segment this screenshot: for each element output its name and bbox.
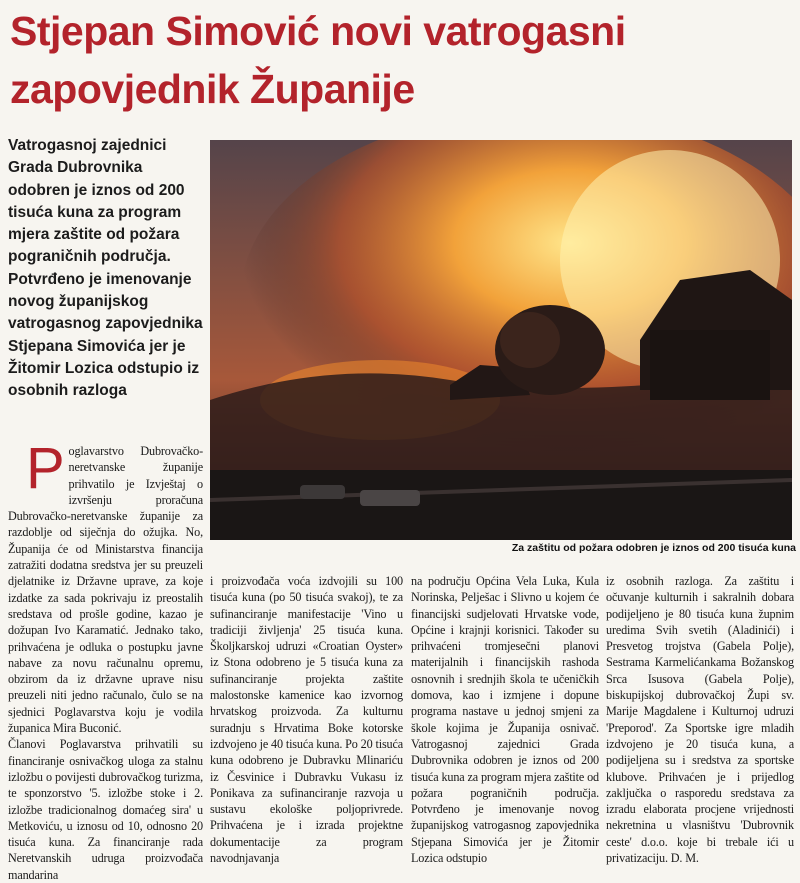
fire-photo-illustration <box>210 140 792 540</box>
article-lead: Vatrogasnoj zajednici Grada Dubrovnika odobren je iznos od 200 tisuća kuna za program mjera zaštite od požara pograničnih područja. Potvrđeno je imenovanje novog županijskog vatrogasnog zapovjednika Stjepana Simovića jer je Žitomir Lozica odstupio iz osobnih razloga <box>8 137 203 400</box>
article-paragraph <box>8 436 203 736</box>
article-paragraph: na području Općina Vela Luka, Kula Norinska, Pelješac i Slivno u kojem će financijski sudjelovati Hrvatske vode, Općine i krajnji korisnici. Također su prihvaćeni tromjesečni planovi materijalnih i financijskih rashoda osnovnih i srednjih škola te učeničkih domova, kao i izmjene i dopune programa nastave u jednoj smjeni za škole kojima je Županija osnivač. Vatrogasnoj zajednici Grada Dubrovnika odobren je iznos od 200 tisuća kuna za program mjera zaštite od požara pograničnih područja. Potvrđeno je imenovanje novog županijskog vatrogasnog zapovjednika Stjepana Simovića jer je Žitomir Lozica odstupio <box>411 574 599 866</box>
article-paragraph: Članovi Poglavarstva prihvatili su financiranje osnivačkog uloga za stalnu izložbu o povijesti dubrovačkog turizma, te sponzorstvo '5. izložbe stoke i 2. izložbe tradicionalnog domaćeg sira' u Metkoviću, u iznosu od 10, odnosno 20 tisuća kuna. Za financiranje rada Neretvanskih udruga proizvođača mandarina <box>8 737 203 882</box>
article-paragraph: iz osobnih razloga. Za zaštitu i očuvanje kulturnih i sakralnih dobara podijeljeno je 80 tisuća kuna župnim uredima Svih svetih (Aladinići) i Presvetog trojstva (Gabela Polje), Sestrama Karmelićankama Božanskog Srca Isusova (Gabela Polje), biskupijskoj dubrovačkoj Župi sv. Marije Magdalene i Kulturnoj udruzi 'Preporod'. Za Sportske igre mladih izdvojeno je 20 tisuća kuna, a podijeljena su i sredstva za sportske klubove. Prihvaćen je i prijedlog zaključka o rasporedu sredstava za izradu elaborata procjene vrijednosti nekretnina u vlasništvu 'Dubrovnik ceste' d.o.o. koje bi trebale ići u privatizaciju. D. M. <box>606 574 794 866</box>
drop-cap: P <box>26 436 65 501</box>
fire-photo <box>210 140 792 540</box>
article-column-2 <box>210 573 403 866</box>
paragraph-text: oglavarstvo Dubrovačko-neretvanske županije prihvatilo je Izvještaj o izvršenju proračuna Dubrovačko-neretvanske županije za razdoblje od siječnja do ožujka. No, Županija će od Ministarstva financija zatražiti dodatna sredstva jer su preuzeli djelatnike iz Državne uprave, za koje izdatke za sada pokrivaju iz preostalih sredstava od prošle godine, kazao je dožupan Ivo Karamatić. Jednako tako, prihvaćena je odluka o postupku javne nabave za novu računalnu opremu, obzirom da iz državne uprave nisu preuzeli niti jedno računalo, čulo se na sjednici Poglavarstva koju je vodila županica Mira Buconić. <box>8 444 203 736</box>
article-column-1 <box>8 436 203 883</box>
headline-line-2: zapovjednik Županije <box>10 66 415 112</box>
photo-caption: Za zaštitu od požara odobren je iznos od 200 tisuća kuna <box>511 542 796 554</box>
article-column-3 <box>411 573 599 866</box>
article-column-4 <box>606 573 794 866</box>
headline-line-1: Stjepan Simović novi vatrogasni <box>10 8 626 54</box>
article-headline <box>10 2 790 118</box>
article-paragraph: i proizvođača voća izdvojili su 100 tisuća kuna (po 50 tisuća svakoj), te za sufinanciranje manifestacije 'Vino u tradiciji življenja' 25 tisuća kuna. Školjkarskoj udruzi «Croatian Oyster» iz Stona odobreno je 5 tisuća kuna za sufinanciranje projekta zaštite malostonske kamenice kao izvornog hrvatskog proizvoda. Za kulturnu suradnju s Hrvatima Boke kotorske izdvojeno je 40 tisuća kuna. Po 20 tisuća kuna odobreno je Dubravku Mlinariću iz Česvinice i Dubravku Vukasu iz Ponikava za sufinanciranje razvoja u sustavu ekološke poljoprivrede. Prihvaćena je i izrada projektne dokumentacije za program navodnjavanja <box>210 574 403 866</box>
